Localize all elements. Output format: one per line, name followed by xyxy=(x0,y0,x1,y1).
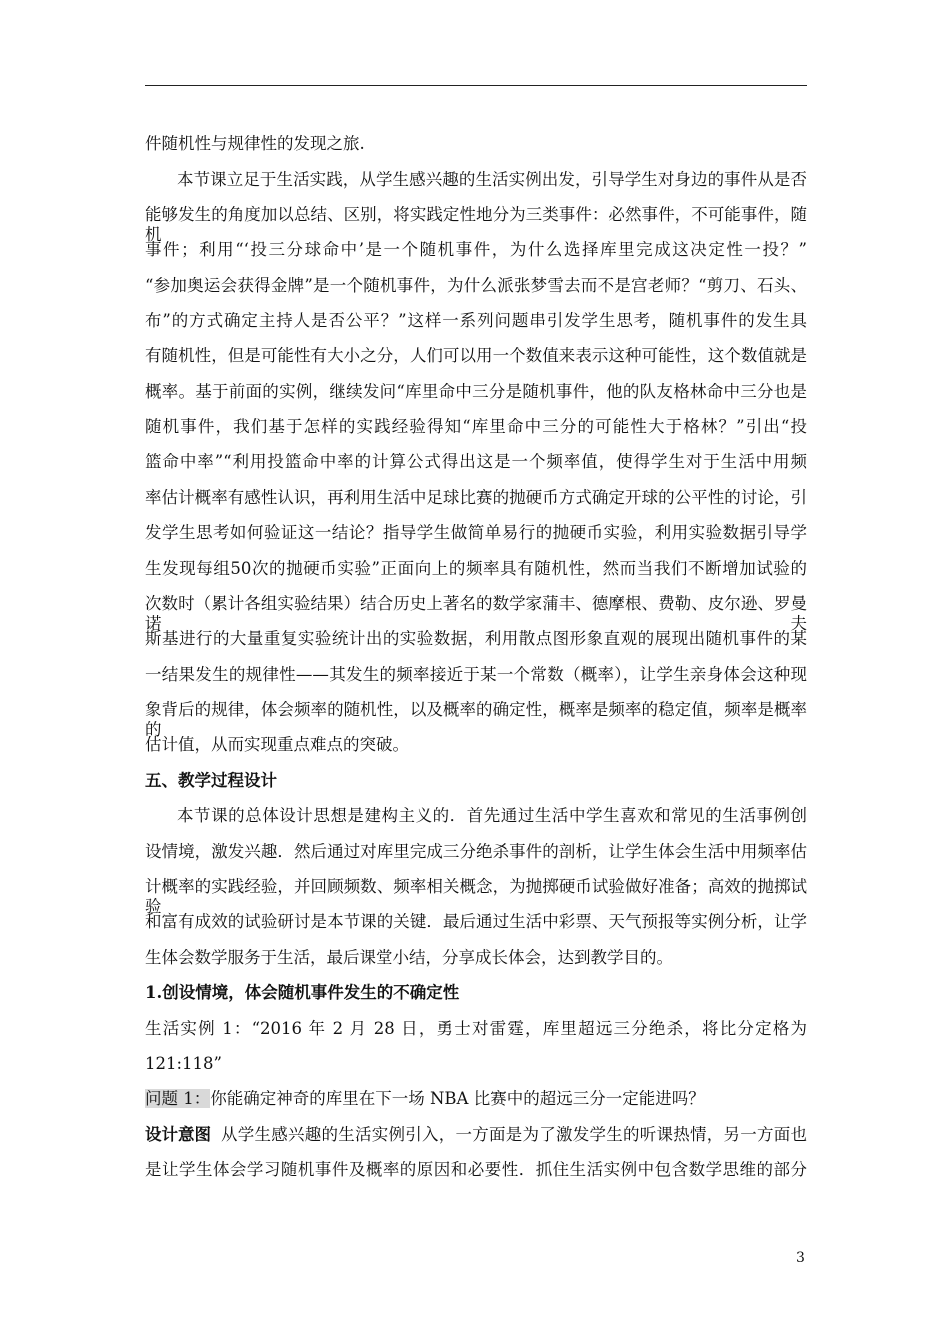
text-line: 估计值，从而实现重点难点的突破。 xyxy=(145,735,409,754)
text-line: 一结果发生的规律性——其发生的频率接近于某一个常数（概率），让学生亲身体会这种现 xyxy=(145,665,807,684)
design-intent-line xyxy=(145,1125,807,1145)
question-line xyxy=(145,1089,807,1109)
text-line: 篮命中率”“利用投篮命中率的计算公式得出这是一个频率值，使得学生对于生活中用频 xyxy=(145,452,807,471)
question-text: 你能确定神奇的库里在下一场 NBA 比赛中的超远三分一定能进吗？ xyxy=(210,1089,705,1108)
text-line: 本节课立足于生活实践，从学生感兴趣的生活实例出发，引导学生对身边的事件从是否 xyxy=(177,170,807,189)
text-line: 生活实例 1：“2016 年 2 月 28 日，勇士对雷霆，库里超远三分绝杀，将比分定格为 xyxy=(145,1019,807,1038)
text-line: 和富有成效的试验研讨是本节课的关键．最后通过生活中彩票、天气预报等实例分析，让学 xyxy=(145,912,807,931)
question-label: 问题 1： xyxy=(145,1089,211,1108)
text-line: 发学生思考如何验证这一结论？指导学生做简单易行的抛硬币实验，利用实验数据引导学 xyxy=(145,523,807,542)
text-line: 本节课的总体设计思想是建构主义的．首先通过生活中学生喜欢和常见的生活事例创 xyxy=(177,806,807,825)
text-line: 有随机性，但是可能性有大小之分，人们可以用一个数值来表示这种可能性，这个数值就是 xyxy=(145,346,807,365)
subsection-heading: 1.创设情境，体会随机事件发生的不确定性 xyxy=(145,983,460,1002)
text-line: “参加奥运会获得金牌”是一个随机事件，为什么派张梦雪去而不是宫老师？“剪刀、石头、 xyxy=(145,276,807,295)
text-line: 象背后的规律，体会频率的随机性，以及概率的确定性，概率是频率的稳定值，频率是概率的 xyxy=(145,700,807,739)
design-label: 设计意图 xyxy=(145,1125,211,1144)
text-line: 生发现每组50次的抛硬币实验”正面向上的频率具有随机性，然而当我们不断增加试验的 xyxy=(145,559,807,578)
text-line: 是让学生体会学习随机事件及概率的原因和必要性．抓住生活实例中包含数学思维的部分 xyxy=(145,1160,807,1179)
text-line: 生体会数学服务于生活，最后课堂小结，分享成长体会，达到教学目的。 xyxy=(145,948,673,967)
text-line: 计概率的实践经验，并回顾频数、频率相关概念，为抛掷硬币试验做好准备；高效的抛掷试验 xyxy=(145,877,807,916)
text-line: 能够发生的角度加以总结、区别，将实践定性地分为三类事件：必然事件，不可能事件，随机 xyxy=(145,205,807,244)
design-text: 从学生感兴趣的生活实例引入，一方面是为了激发学生的听课热情，另一方面也 xyxy=(221,1125,807,1144)
text-line: 率估计概率有感性认识，再利用生活中足球比赛的抛硬币方式确定开球的公平性的讨论，引 xyxy=(145,488,807,507)
text-line: 斯基进行的大量重复实验统计出的实验数据，利用散点图形象直观的展现出随机事件的某 xyxy=(145,629,807,648)
section-heading: 五、教学过程设计 xyxy=(145,771,277,790)
text-line: 121:118” xyxy=(145,1054,222,1073)
text-line: 概率。基于前面的实例，继续发问“库里命中三分是随机事件，他的队友格林命中三分也是 xyxy=(145,382,807,401)
text-line: 事件；利用“‘投三分球命中’是一个随机事件，为什么选择库里完成这决定性一投？” xyxy=(145,240,807,259)
text-line: 次数时（累计各组实验结果）结合历史上著名的数学家蒲丰、德摩根、费勒、皮尔逊、罗曼诺夫 xyxy=(145,594,807,633)
header-rule xyxy=(145,85,807,86)
text-line: 随机事件，我们基于怎样的实践经验得知“库里命中三分的可能性大于格林？”引出“投 xyxy=(145,417,807,436)
text-line: 布”的方式确定主持人是否公平？”这样一系列问题串引发学生思考，随机事件的发生具 xyxy=(145,311,807,330)
page-number: 3 xyxy=(796,1250,805,1266)
text-line: 件随机性与规律性的发现之旅. xyxy=(145,134,365,153)
text-line: 设情境，激发兴趣．然后通过对库里完成三分绝杀事件的剖析，让学生体会生活中用频率估 xyxy=(145,842,807,861)
